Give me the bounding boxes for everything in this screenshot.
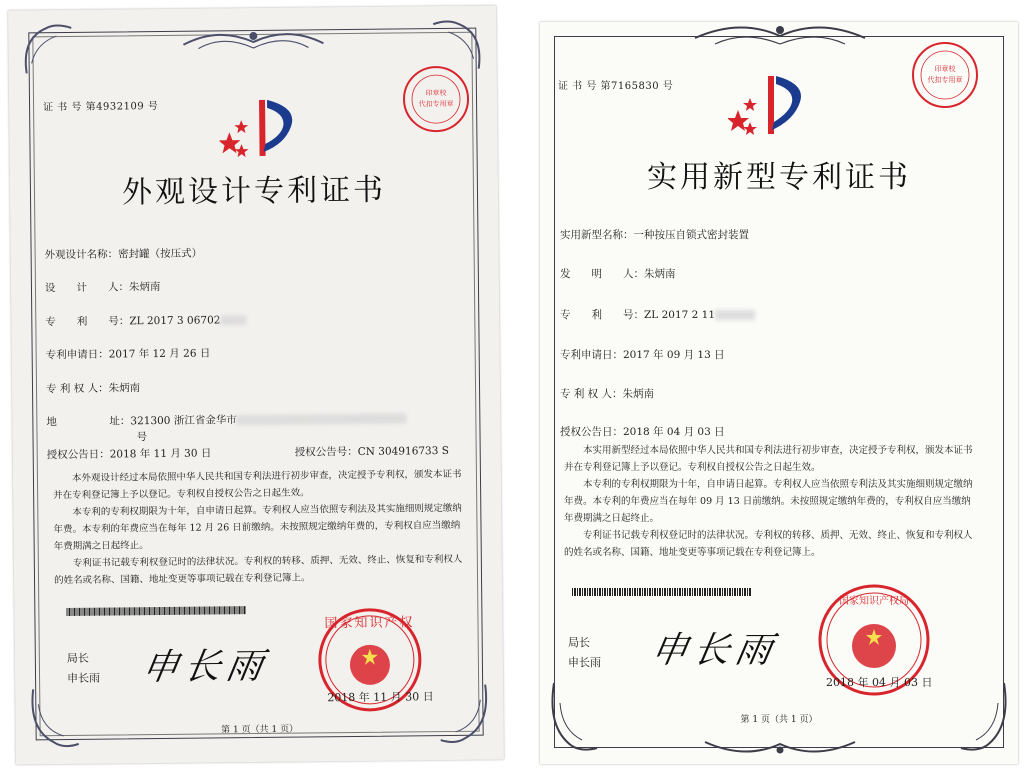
page-number: 第 1 页（共 1 页） xyxy=(740,715,818,725)
patent-office-logo xyxy=(219,96,300,159)
field-label: 专 利 权 人： xyxy=(560,388,623,400)
body-paragraph: 本专利的专利权期限为十年，自申请日起算。专利权人应当依照专利法及其实施细则规定缴纳年费。本专利的年费应当在每年 09 月 13 日前缴纳。未按照规定缴纳年费的，专利权自应当缴纳年费期满之日起终止。 xyxy=(564,479,973,524)
field-grant-date xyxy=(560,424,725,439)
field-grant-date xyxy=(47,445,212,462)
svg-text:印章校: 印章校 xyxy=(425,88,447,98)
field-label: 专 利 权 人： xyxy=(45,382,109,396)
director-name: 申长雨 xyxy=(66,671,101,685)
field-value: 2018 年 04 月 03 日 xyxy=(623,426,725,438)
seal-date: 2018 年 11 月 30 日 xyxy=(327,690,434,705)
design-patent-certificate xyxy=(8,5,504,764)
field-label: 授权公告日： xyxy=(560,426,623,438)
corner-ornament-bottom-right xyxy=(435,680,496,751)
field-value: 2018 年 11 月 30 日 xyxy=(109,447,212,461)
agency-stamp xyxy=(910,40,980,110)
field-value: 朱炳南 xyxy=(108,382,141,395)
field-value: 朱炳南 xyxy=(128,280,161,294)
svg-text:印章校: 印章校 xyxy=(934,65,956,73)
director-signature: 申长雨 xyxy=(647,630,782,671)
field-address-line2: 号 xyxy=(136,431,148,444)
redacted-blur xyxy=(220,315,246,325)
bottom-ornament xyxy=(700,732,860,762)
body-paragraph: 本外观设计经过本局依照中华人民共和国专利法进行初步审查，决定授予专利权，颁发本证书并在专利登记簿上予以登记。专利权自授权公告之日起生效。 xyxy=(53,468,462,502)
field-label: 专利申请日： xyxy=(560,349,623,361)
field-label: 设 计 人： xyxy=(44,281,130,295)
field-patentee xyxy=(46,380,140,396)
director-signature: 申长雨 xyxy=(139,645,272,689)
field-value: CN 304916733 S xyxy=(357,444,449,458)
corner-ornament-top-left xyxy=(16,18,77,79)
field-value: 2017 年 12 月 26 日 xyxy=(108,347,211,361)
corner-ornament-bottom-left xyxy=(23,684,84,755)
director-name: 申长雨 xyxy=(568,656,601,669)
field-value: 一种按压自锁式密封装置 xyxy=(633,229,749,241)
seal-date: 2018 年 04 月 03 日 xyxy=(826,676,933,689)
field-label: 外观设计名称： xyxy=(44,248,119,262)
barcode xyxy=(572,588,752,596)
field-label: 授权公告日： xyxy=(46,448,110,462)
field-value: ZL 2017 2 11 xyxy=(644,309,716,321)
svg-text:国家知识产权局: 国家知识产权局 xyxy=(839,596,909,607)
field-utility-model-name xyxy=(560,227,749,242)
top-ornament xyxy=(178,23,328,55)
director-title: 局长 xyxy=(568,636,590,649)
page-number: 第 1 页（共 1 页） xyxy=(221,724,299,736)
director-title: 局长 xyxy=(66,651,89,665)
field-value: 2017 年 09 月 13 日 xyxy=(623,349,725,361)
field-publication-number xyxy=(295,443,449,460)
certificate-title: 实用新型专利证书 xyxy=(647,160,911,195)
field-label: 专利申请日： xyxy=(45,348,109,362)
body-paragraph: 本实用新型经过本局依照中华人民共和国专利法进行初步审查，决定授予专利权，颁发本证书并在专利登记簿上予以登记。专利权自授权公告之日起生效。 xyxy=(564,445,973,473)
field-label: 发 明 人： xyxy=(560,268,644,280)
svg-text:国家知识产权: 国家知识产权 xyxy=(324,615,415,632)
field-patentee xyxy=(560,386,654,401)
field-design-name xyxy=(45,246,203,263)
certificate-body-text xyxy=(564,442,978,561)
top-ornament xyxy=(690,22,870,50)
field-designer xyxy=(45,279,161,295)
field-label: 专 利 号： xyxy=(45,315,130,329)
body-paragraph: 专利证书记载专利权登记时的法律状况。专利权的转移、质押、无效、终止、恢复和专利权人的姓名或名称、国籍、地址变更等事项记载在专利登记簿上。 xyxy=(53,553,463,587)
certificate-title: 外观设计专利证书 xyxy=(121,172,387,211)
patent-office-logo xyxy=(728,72,808,136)
field-application-date xyxy=(560,347,725,362)
certificate-number: 证 书 号 第7165830 号 xyxy=(558,81,674,92)
field-patent-number xyxy=(560,307,755,322)
certificate-number: 证 书 号 第4932109 号 xyxy=(43,101,159,114)
svg-text:代扣专用章: 代扣专用章 xyxy=(418,99,454,109)
redacted-blur xyxy=(237,413,407,425)
certificate-body-text xyxy=(53,466,466,589)
field-inventor xyxy=(560,266,676,281)
field-value: 密封罐（按压式） xyxy=(118,247,203,261)
field-label: 专 利 号： xyxy=(560,309,644,321)
body-paragraph: 专利证书记载专利权登记时的法律状况。专利权的转移、质押、无效、终止、恢复和专利权人的姓名或名称、国籍、地址变更等事项记载在专利登记簿上。 xyxy=(564,530,973,558)
field-value: 321300 浙江省金华市 xyxy=(130,414,237,428)
field-patent-number xyxy=(45,312,246,329)
field-value: ZL 2017 3 06702 xyxy=(129,314,221,328)
redacted-blur xyxy=(715,310,755,320)
field-value: 朱炳南 xyxy=(622,388,655,400)
field-application-date xyxy=(46,345,211,362)
field-value: 朱炳南 xyxy=(644,268,676,280)
field-label: 授权公告号： xyxy=(294,445,358,459)
utility-model-certificate xyxy=(540,22,1018,764)
field-label: 实用新型名称： xyxy=(560,229,634,241)
field-label: 地 址： xyxy=(46,415,131,429)
svg-text:代扣专用章: 代扣专用章 xyxy=(927,76,963,84)
body-paragraph: 本专利的专利权期限为十年，自申请日起算。专利权人应当依照专利法及其实施细则规定缴纳年费。本专利的年费应当在每年 12 月 26 日前缴纳。未按照规定缴纳年费的，专利权自应当缴纳年费期满之日起终止。 xyxy=(53,502,462,553)
agency-stamp xyxy=(401,64,472,135)
